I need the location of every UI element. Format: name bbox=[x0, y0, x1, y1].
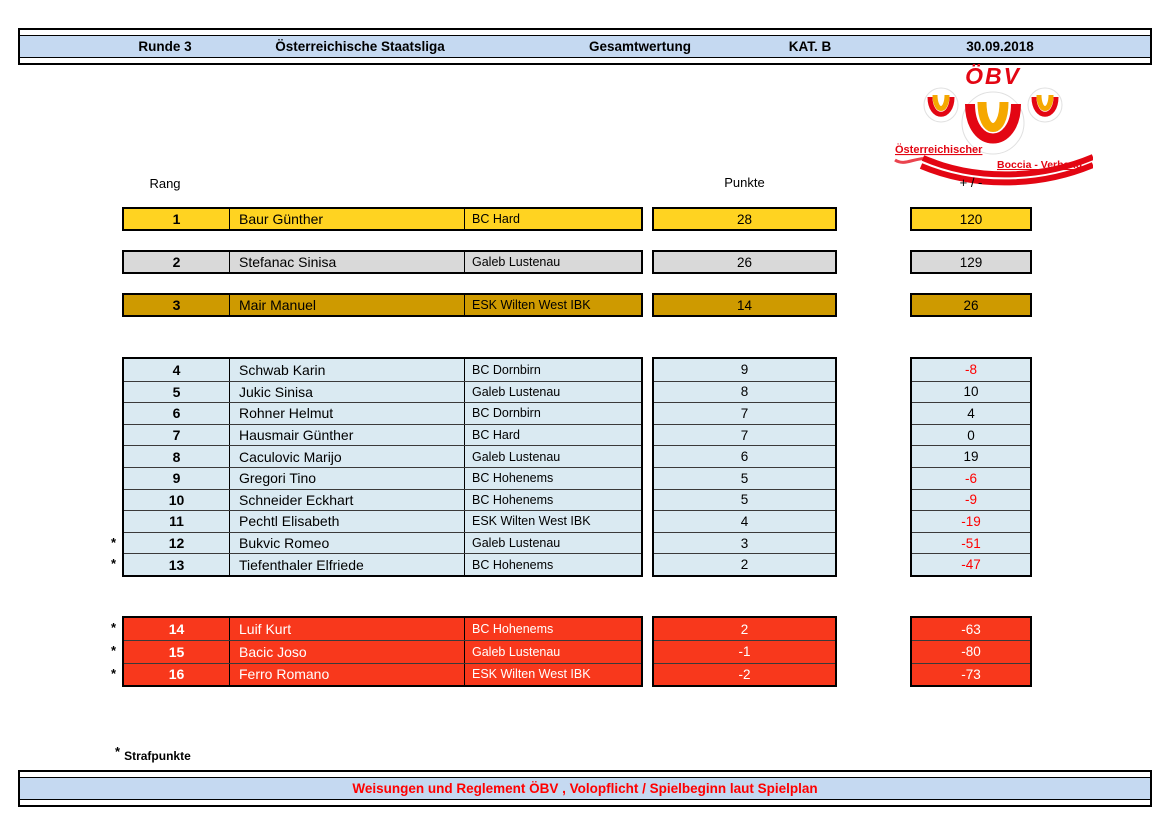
points-cell: 8 bbox=[740, 384, 749, 400]
rows-block bbox=[122, 207, 643, 231]
name-cell: Schneider Eckhart bbox=[230, 490, 465, 511]
footer-band-blue bbox=[20, 777, 1150, 800]
points-cell: 2 bbox=[740, 621, 749, 637]
column-label-rank: Rang bbox=[149, 176, 181, 191]
rows-block bbox=[122, 293, 643, 317]
table-row bbox=[912, 467, 1030, 489]
name-cell: Pechtl Elisabeth bbox=[230, 511, 465, 532]
name-cell: Hausmair Günther bbox=[230, 425, 465, 446]
table-row bbox=[124, 510, 641, 532]
penalty-asterisk: * bbox=[111, 665, 117, 681]
table-row bbox=[654, 489, 835, 511]
table-row bbox=[912, 489, 1030, 511]
points-block bbox=[652, 293, 837, 317]
penalty-asterisk: * bbox=[111, 643, 117, 659]
plusminus-cell: 0 bbox=[967, 427, 975, 443]
table-row bbox=[124, 402, 641, 424]
rank-cell: 5 bbox=[124, 382, 230, 403]
plusminus-cell: -9 bbox=[964, 492, 977, 508]
table-row bbox=[124, 467, 641, 489]
plusminus-cell: -51 bbox=[961, 535, 981, 551]
rows-block bbox=[122, 250, 643, 274]
plusminus-block bbox=[910, 357, 1032, 577]
table-row bbox=[912, 359, 1030, 381]
table-row bbox=[124, 295, 641, 315]
logo-left-text: Österreichischer bbox=[895, 144, 983, 156]
table-row bbox=[124, 252, 641, 272]
rank-cell: 4 bbox=[124, 359, 230, 381]
points-cell: 3 bbox=[740, 535, 749, 551]
table-row bbox=[912, 209, 1030, 229]
table-row bbox=[654, 359, 835, 381]
penalty-footnote bbox=[115, 744, 191, 763]
name-cell: Ferro Romano bbox=[230, 664, 465, 685]
points-cell: 6 bbox=[740, 449, 749, 465]
footer-band bbox=[18, 770, 1152, 807]
table-row bbox=[912, 381, 1030, 403]
column-label-plusminus: + / - bbox=[959, 175, 983, 190]
rank-cell: 14 bbox=[124, 618, 230, 640]
rank-cell: 16 bbox=[124, 664, 230, 685]
table-row bbox=[124, 424, 641, 446]
penalty-footnote-label: Strafpunkte bbox=[124, 749, 191, 763]
table-row bbox=[912, 402, 1030, 424]
table-row bbox=[124, 381, 641, 403]
club-cell: Galeb Lustenau bbox=[472, 449, 561, 464]
points-cell: 9 bbox=[740, 362, 749, 378]
plusminus-block bbox=[910, 293, 1032, 317]
club-cell: Galeb Lustenau bbox=[472, 644, 561, 659]
rank-cell: 15 bbox=[124, 641, 230, 662]
table-row bbox=[912, 424, 1030, 446]
table-row bbox=[111, 553, 641, 575]
name-cell: Luif Kurt bbox=[230, 618, 465, 640]
rank-cell: 11 bbox=[124, 511, 230, 532]
table-row bbox=[111, 663, 641, 685]
footer-notice-text: Weisungen und Reglement ÖBV , Volopflicht / Spielbeginn laut Spielplan bbox=[352, 781, 818, 796]
table-row bbox=[912, 663, 1030, 685]
name-cell: Baur Günther bbox=[230, 209, 465, 229]
plusminus-cell: 120 bbox=[959, 211, 983, 227]
plusminus-block bbox=[910, 616, 1032, 687]
rank-cell: 3 bbox=[124, 295, 230, 315]
points-block bbox=[652, 207, 837, 231]
table-row bbox=[654, 402, 835, 424]
plusminus-cell: 26 bbox=[963, 297, 979, 313]
club-cell: Galeb Lustenau bbox=[472, 536, 561, 551]
plusminus-cell: -8 bbox=[964, 362, 977, 378]
rank-cell: 10 bbox=[124, 490, 230, 511]
club-cell: BC Hohenems bbox=[472, 622, 554, 637]
points-block bbox=[652, 250, 837, 274]
table-row bbox=[111, 532, 641, 554]
penalty-asterisk: * bbox=[115, 744, 121, 759]
table-row bbox=[654, 445, 835, 467]
table-row bbox=[111, 618, 641, 640]
boccia-ball-small-right bbox=[1028, 88, 1062, 122]
rank-cell: 6 bbox=[124, 403, 230, 424]
table-row bbox=[912, 532, 1030, 554]
rank-cell: 2 bbox=[124, 252, 230, 272]
points-cell: 2 bbox=[740, 557, 749, 573]
club-cell: BC Dornbirn bbox=[472, 406, 541, 421]
table-row bbox=[654, 663, 835, 685]
points-block bbox=[652, 357, 837, 577]
club-cell: BC Dornbirn bbox=[472, 362, 541, 377]
points-cell: 14 bbox=[736, 297, 753, 313]
penalty-asterisk: * bbox=[111, 534, 117, 550]
table-row bbox=[654, 532, 835, 554]
points-cell: 5 bbox=[740, 492, 749, 508]
header-category: KAT. B bbox=[788, 39, 832, 54]
name-cell: Tiefenthaler Elfriede bbox=[230, 554, 465, 575]
club-cell: ESK Wilten West IBK bbox=[472, 667, 591, 682]
points-cell: 4 bbox=[740, 513, 749, 529]
oebv-logo bbox=[893, 60, 1093, 188]
rows-block bbox=[111, 357, 643, 577]
table-row bbox=[124, 489, 641, 511]
points-block bbox=[652, 616, 837, 687]
table-row bbox=[912, 553, 1030, 575]
table-row bbox=[912, 618, 1030, 640]
club-cell: BC Hohenems bbox=[472, 471, 554, 486]
band-gap bbox=[20, 800, 1150, 805]
plusminus-cell: -80 bbox=[961, 644, 981, 660]
plusminus-cell: -63 bbox=[961, 621, 981, 637]
points-cell: 7 bbox=[740, 427, 749, 443]
rank-cell: 12 bbox=[124, 533, 230, 554]
name-cell: Bukvic Romeo bbox=[230, 533, 465, 554]
rank-cell: 7 bbox=[124, 425, 230, 446]
name-cell: Gregori Tino bbox=[230, 468, 465, 489]
table-row bbox=[654, 424, 835, 446]
table-row bbox=[912, 445, 1030, 467]
points-cell: -1 bbox=[738, 644, 751, 660]
name-cell: Jukic Sinisa bbox=[230, 382, 465, 403]
table-row bbox=[654, 295, 835, 315]
header-league: Österreichische Staatsliga bbox=[275, 39, 445, 54]
club-cell: Galeb Lustenau bbox=[472, 255, 561, 269]
points-cell: 26 bbox=[736, 254, 753, 270]
plusminus-cell: -73 bbox=[961, 666, 981, 682]
plusminus-cell: -47 bbox=[961, 557, 981, 573]
name-cell: Bacic Joso bbox=[230, 641, 465, 662]
column-label-points: Punkte bbox=[724, 175, 765, 190]
plusminus-block bbox=[910, 250, 1032, 274]
club-cell: BC Hohenems bbox=[472, 557, 554, 572]
points-cell: -2 bbox=[738, 666, 751, 682]
points-cell: 5 bbox=[740, 470, 749, 486]
table-row bbox=[654, 553, 835, 575]
table-row bbox=[912, 252, 1030, 272]
club-cell: BC Hard bbox=[472, 212, 520, 226]
club-cell: ESK Wilten West IBK bbox=[472, 298, 591, 312]
plusminus-cell: -6 bbox=[964, 470, 977, 486]
logo-abbr-text: ÖBV bbox=[965, 63, 1021, 89]
table-row bbox=[654, 467, 835, 489]
plusminus-cell: 129 bbox=[959, 254, 983, 270]
table-row bbox=[912, 295, 1030, 315]
rank-cell: 8 bbox=[124, 446, 230, 467]
table-row bbox=[124, 445, 641, 467]
club-cell: ESK Wilten West IBK bbox=[472, 514, 591, 529]
club-cell: Galeb Lustenau bbox=[472, 384, 561, 399]
plusminus-block bbox=[910, 207, 1032, 231]
rank-cell: 1 bbox=[124, 209, 230, 229]
table-row bbox=[912, 510, 1030, 532]
plusminus-cell: 19 bbox=[963, 449, 979, 465]
table-row bbox=[124, 209, 641, 229]
points-cell: 7 bbox=[740, 405, 749, 421]
rank-cell: 13 bbox=[124, 554, 230, 575]
points-cell: 28 bbox=[736, 211, 753, 227]
table-row bbox=[654, 209, 835, 229]
rows-block bbox=[111, 616, 643, 687]
header-title: Gesamtwertung bbox=[588, 39, 692, 54]
table-row bbox=[111, 640, 641, 662]
plusminus-cell: 10 bbox=[963, 384, 979, 400]
plusminus-cell: 4 bbox=[967, 405, 975, 421]
name-cell: Rohner Helmut bbox=[230, 403, 465, 424]
name-cell: Stefanac Sinisa bbox=[230, 252, 465, 272]
table-row bbox=[124, 359, 641, 381]
rank-cell: 9 bbox=[124, 468, 230, 489]
logo-right-text: Boccia - Verband bbox=[997, 159, 1083, 171]
boccia-ball-small-left bbox=[924, 88, 958, 122]
plusminus-cell: -19 bbox=[961, 513, 981, 529]
club-cell: BC Hohenems bbox=[472, 492, 554, 507]
penalty-asterisk: * bbox=[111, 556, 117, 572]
table-row bbox=[654, 510, 835, 532]
name-cell: Caculovic Marijo bbox=[230, 446, 465, 467]
table-row bbox=[654, 381, 835, 403]
name-cell: Schwab Karin bbox=[230, 359, 465, 381]
name-cell: Mair Manuel bbox=[230, 295, 465, 315]
header-band-blue bbox=[20, 35, 1150, 58]
club-cell: BC Hard bbox=[472, 428, 520, 443]
penalty-asterisk: * bbox=[111, 620, 117, 635]
table-row bbox=[654, 640, 835, 662]
table-row bbox=[654, 618, 835, 640]
table-row bbox=[912, 640, 1030, 662]
header-date: 30.09.2018 bbox=[966, 39, 1034, 54]
header-round: Runde 3 bbox=[138, 39, 192, 54]
table-row bbox=[654, 252, 835, 272]
